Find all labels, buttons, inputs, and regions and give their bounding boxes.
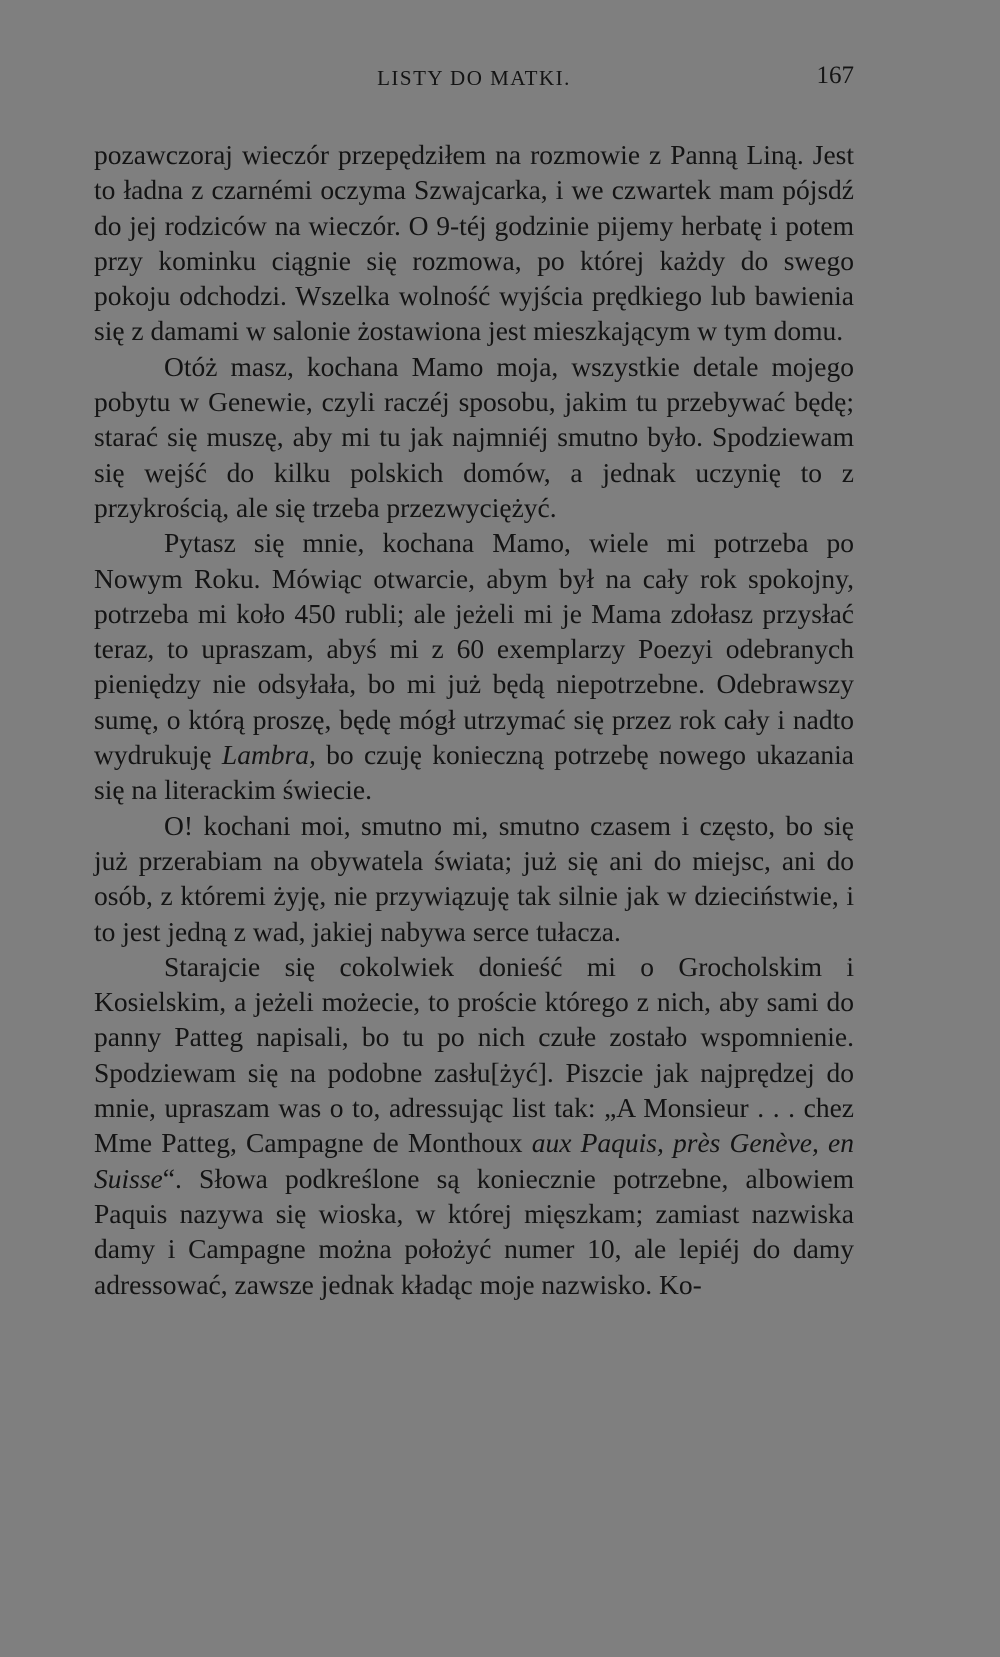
paragraph-5-text-a: Starajcie się cokolwiek donieść mi o Grocholskim i Kosielskim, a jeżeli możecie, to proście którego z nich, aby sami do panny Patteg napisali, bo tu po nich czułe zostało wspomnienie. Spodziewam się na podobne zasłu[żyć]. Piszcie jak najprędzej do mnie, upraszam was o to, adressując list tak: „A Monsieur . . . chez Mme Patteg, Campagne de Monthoux [94,950,854,1159]
page-number: 167 [816,62,854,89]
running-head [94,60,854,96]
paragraph-5-text-b: “. Słowa podkreślone są koniecznie potrzebne, albowiem Paquis nazywa się wioska, w której mięszkam; zamiast nazwiska damy i Campagne można położyć numer 10, ale lepiéj do damy adressować, zawsze jednak kładąc moje nazwisko. Ko- [94,1162,854,1300]
paragraph-2: Otóż masz, kochana Mamo moja, wszystkie detale mojego pobytu w Genewie, czyli raczéj sposobu, jakim tu przebywać będę; starać się muszę, aby mi tu jak najmniéj smutno było. Spodziewam się wejść do kilku polskich domów, a jednak uczynię to z przykrością, ale się trzeba przezwyciężyć. [94,350,854,523]
running-title: LISTY DO MATKI. [377,66,571,90]
paragraph-3 [94,525,854,807]
paragraph-1: pozawczoraj wieczór przepędziłem na rozmowie z Panną Liną. Jest to ładna z czarnémi oczyma Szwajcarka, i we czwartek mam pójsdź do jej rodziców na wieczór. O 9-téj godzinie pijemy herbatę i potem przy kominku ciągnie się rozmowa, po której każdy do swego pokoju odchodzi. Wszelka wolność wyjścia prędkiego lub bawienia się z damami w salonie żostawiona jest mieszkającym w tym domu. [94,139,854,347]
paragraph-3-text-a: Pytasz się mnie, kochana Mamo, wiele mi potrzeba po Nowym Roku. Mówiąc otwarcie, abym był na cały rok spokojny, potrzeba mi koło 450 rubli; ale jeżeli mi je Mama zdołasz przysłać teraz, to upraszam, abyś mi z 60 exemplarzy Poezyi odebranych pieniędzy nie odsyłała, bo mi już będą niepotrzebne. Odebrawszy sumę, o którą proszę, będę mógł utrzymać się przez rok cały i nadto wydrukuję [94,527,854,771]
paragraph-3-italic: Lambra, [221,739,316,771]
paragraph-5 [94,949,854,1302]
paragraph-5-italic: aux Paquis, près Genève, en Suisse [94,1127,854,1194]
paragraph-4: O! kochani moi, smutno mi, smutno czasem i często, bo się już przerabiam na obywatela świata; już się ani do miejsc, ani do osób, z któremi żyję, nie przywiązuję tak silnie jak w dzieciństwie, i to jest jedną z wad, jakiej nabywa serce tułacza. [94,809,854,947]
body-text [94,137,854,1302]
paragraph-3-text-b: bo czuję konieczną potrzebę nowego ukazania się na literackim świecie. [94,739,854,806]
